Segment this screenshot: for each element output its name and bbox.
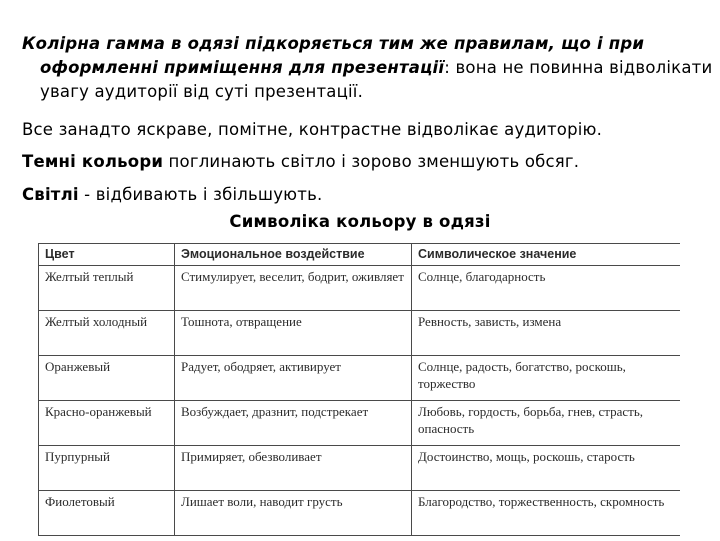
cell-color: Красно-оранжевый: [39, 401, 175, 446]
table-caption: Символіка кольору в одязі: [229, 212, 491, 231]
cell-emotional-effect: Возбуждает, дразнит, подстрекает: [175, 401, 412, 446]
table-header-row: [39, 244, 681, 266]
dark-colors-text: поглинають світло і зорово зменшують обсяг.: [163, 152, 580, 171]
cell-color: Пурпурный: [39, 446, 175, 491]
cell-symbolic-meaning: Благородство, торжественность, скромность: [412, 491, 681, 536]
cell-emotional-effect: Лишает воли, наводит грусть: [175, 491, 412, 536]
cell-emotional-effect: Тошнота, отвращение: [175, 311, 412, 356]
table-row: [39, 446, 681, 491]
cell-color: Желтый холодный: [39, 311, 175, 356]
header-symbolic-meaning: Символическое значение: [412, 244, 681, 266]
table-row: [39, 401, 681, 446]
cell-emotional-effect: Примиряет, обезволивает: [175, 446, 412, 491]
cell-symbolic-meaning: Солнце, благодарность: [412, 266, 681, 311]
cell-emotional-effect: Стимулирует, веселит, бодрит, оживляет: [175, 266, 412, 311]
table-row: [39, 356, 681, 401]
paragraph-dark-colors: [22, 150, 579, 174]
cell-symbolic-meaning: Ревность, зависть, измена: [412, 311, 681, 356]
table-row: [39, 266, 681, 311]
cell-color: Желтый теплый: [39, 266, 175, 311]
paragraph-color-rules-lead: Колірна гамма в одязі підкоряється тим же правилам, що і при оформленні приміщення для презентації: [22, 34, 645, 77]
paragraph-color-rules-rest: : вона не повинна відволікати увагу аудиторії від суті презентації.: [40, 58, 713, 101]
light-colors-term: Світлі: [22, 185, 79, 204]
dark-colors-term: Темні кольори: [22, 152, 164, 171]
table-row: [39, 491, 681, 536]
table-image: [38, 243, 680, 541]
header-color: Цвет: [39, 244, 175, 266]
cell-symbolic-meaning: Любовь, гордость, борьба, гнев, страсть, опасность: [412, 401, 681, 446]
paragraph-color-rules: [22, 32, 720, 104]
cell-symbolic-meaning: Достоинство, мощь, роскошь, старость: [412, 446, 681, 491]
cell-color: Фиолетовый: [39, 491, 175, 536]
cell-symbolic-meaning: Солнце, радость, богатство, роскошь, торжество: [412, 356, 681, 401]
table-row: [39, 311, 681, 356]
cell-emotional-effect: Радует, ободряет, активирует: [175, 356, 412, 401]
header-emotional-effect: Эмоциональное воздействие: [175, 244, 412, 266]
paragraph-bright-distracts: Все занадто яскраве, помітне, контрастне відволікає аудиторію.: [22, 120, 603, 139]
cell-color: Оранжевый: [39, 356, 175, 401]
light-colors-text: - відбивають і збільшують.: [78, 185, 323, 204]
paragraph-light-colors: [22, 183, 322, 207]
color-symbolism-table: [38, 243, 680, 536]
